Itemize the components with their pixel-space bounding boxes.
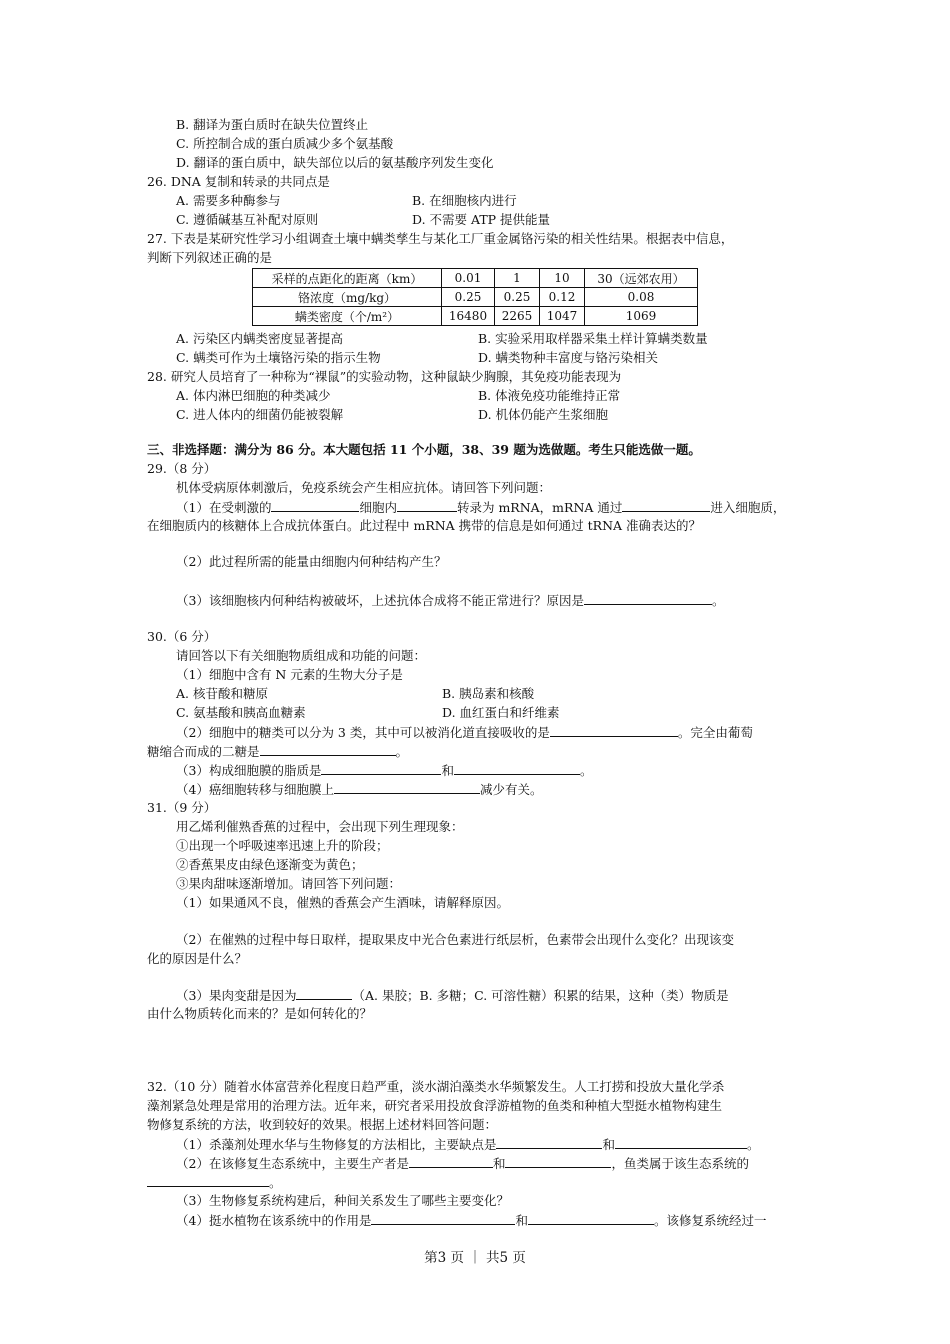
text: 。 — [395, 744, 409, 759]
q31-intro: 用乙烯利催熟香蕉的过程中，会出现下列生理现象： — [176, 819, 464, 834]
q30-option-d: D. 血红蛋白和纤维素 — [442, 705, 560, 720]
text: 。 — [746, 1137, 760, 1152]
text: （A. 果胶；B. 多糖；C. 可溶性糖）积累的结果，这种（类）物质是 — [352, 988, 729, 1003]
q30-option-b: B. 胰岛素和核酸 — [442, 686, 535, 701]
table-cell: 2265 — [495, 307, 540, 326]
q26-option-a: A. 需要多种酶参与 — [176, 193, 281, 208]
text: 转录为 mRNA，mRNA 通过 — [456, 500, 623, 515]
q31-part2: （2）在催熟的过程中每日取样，提取果皮中光合色素进行纸层析，色素带会出现什么变化？出现该变 — [176, 932, 734, 947]
text: 和 — [441, 763, 454, 778]
text: （4）挺水植物在该系统中的作用是 — [176, 1213, 372, 1228]
q30-part3 — [176, 761, 593, 779]
q25-option-b: B. 翻译为蛋白质时在缺失位置终止 — [176, 117, 369, 132]
q32-part4 — [176, 1211, 767, 1229]
q32-line2: 藻剂紧急处理是常用的治理方法。近年来，研究者采用投放食浮游植物的鱼类和种植大型挺水植物构建生 — [147, 1098, 723, 1113]
text: 和 — [492, 1156, 506, 1171]
q26-option-b: B. 在细胞核内进行 — [412, 193, 517, 208]
q29-head: 29.（8 分） — [147, 461, 217, 476]
answer-blank[interactable] — [271, 498, 359, 512]
answer-blank[interactable] — [584, 591, 712, 605]
answer-blank[interactable] — [496, 1135, 602, 1149]
answer-blank[interactable] — [505, 1154, 611, 1168]
q30-part1: （1）细胞中含有 N 元素的生物大分子是 — [176, 667, 403, 682]
q29-intro: 机体受病原体刺激后，免疫系统会产生相应抗体。请回答下列问题： — [176, 480, 552, 495]
q31-head: 31.（9 分） — [147, 800, 217, 815]
q29-part1 — [176, 498, 785, 516]
table-cell: 0.01 — [442, 269, 495, 288]
text: 进入细胞质， — [710, 500, 786, 515]
q27-option-c: C. 螨类可作为土壤铬污染的指示生物 — [176, 350, 381, 365]
text: 和 — [515, 1213, 528, 1228]
q32-part3: （3）生物修复系统构建后，种间关系发生了哪些主要变化？ — [176, 1193, 509, 1208]
table-cell: 0.08 — [585, 288, 698, 307]
table-row — [253, 269, 698, 288]
answer-blank[interactable] — [321, 761, 441, 775]
q27-stem-line1: 27. 下表是某研究性学习小组调查土壤中螨类孳生与某化工厂重金属铬污染的相关性结果。根据表中信息， — [147, 231, 734, 246]
answer-blank[interactable] — [334, 780, 480, 794]
q26-option-d: D. 不需要 ATP 提供能量 — [412, 212, 551, 227]
text: （1）杀藻剂处理水华与生物修复的方法相比，主要缺点是 — [176, 1137, 497, 1152]
text: 。完全由葡萄 — [677, 725, 753, 740]
answer-blank[interactable] — [147, 1173, 269, 1187]
answer-blank[interactable] — [454, 761, 580, 775]
q31-part3 — [176, 986, 729, 1004]
q31-part3-cont: 由什么物质转化而来的？是如何转化的？ — [147, 1006, 373, 1021]
q28-stem: 28. 研究人员培育了一种称为“裸鼠”的实验动物，这种鼠缺少胸腺，其免疫功能表现为 — [147, 369, 622, 384]
table-cell: 0.12 — [540, 288, 585, 307]
text: 和 — [602, 1137, 615, 1152]
text: 。该修复系统经过一 — [653, 1213, 767, 1228]
text: 细胞内 — [359, 500, 397, 515]
table-cell: 16480 — [442, 307, 495, 326]
q25-option-c: C. 所控制合成的蛋白质减少多个氨基酸 — [176, 136, 394, 151]
answer-blank[interactable] — [397, 498, 457, 512]
q31-symptom-3: ③果肉甜味逐渐增加。请回答下列问题： — [176, 876, 402, 891]
answer-blank[interactable] — [550, 723, 678, 737]
answer-blank[interactable] — [622, 498, 710, 512]
q26-stem: 26. DNA 复制和转录的共同点是 — [147, 174, 330, 189]
q25-option-d: D. 翻译的蛋白质中，缺失部位以后的氨基酸序列发生变化 — [176, 155, 494, 170]
table-row — [253, 307, 698, 326]
q31-symptom-2: ②香蕉果皮由绿色逐渐变为黄色； — [176, 857, 364, 872]
text: （2）细胞中的糖类可以分为 3 类，其中可以被消化道直接吸收的是 — [176, 725, 550, 740]
page-footer: 第3 页 ｜ 共5 页 — [424, 1250, 526, 1266]
answer-blank[interactable] — [371, 1211, 515, 1225]
text: 。 — [579, 763, 593, 778]
q27-option-d: D. 螨类物种丰富度与铬污染相关 — [478, 350, 659, 365]
q29-part3 — [176, 591, 724, 609]
table-cell: 1069 — [585, 307, 698, 326]
q28-option-b: B. 体液免疫功能维持正常 — [478, 388, 621, 403]
table-cell: 10 — [540, 269, 585, 288]
answer-blank[interactable] — [615, 1135, 747, 1149]
q32-line1: 32.（10 分）随着水体富营养化程度日趋严重，淡水湖泊藻类水华频繁发生。人工打捞和投放大量化学杀 — [147, 1079, 725, 1094]
q31-part1: （1）如果通风不良，催熟的香蕉会产生酒味，请解释原因。 — [176, 895, 509, 910]
q27-stem-line2: 判断下列叙述正确的是 — [147, 250, 273, 265]
q30-part2 — [176, 723, 753, 741]
q30-option-c: C. 氨基酸和胰高血糖素 — [176, 705, 306, 720]
q30-head: 30.（6 分） — [147, 629, 217, 644]
text: （2）在该修复生态系统中，主要生产者是 — [176, 1156, 409, 1171]
answer-blank[interactable] — [528, 1211, 654, 1225]
q30-part2-cont — [147, 742, 408, 760]
q32-line3: 物修复系统的方法，收到较好的效果。根据上述材料回答问题： — [147, 1117, 498, 1132]
table-cell: 螨类密度（个/m²） — [253, 307, 442, 326]
table-cell: 0.25 — [442, 288, 495, 307]
table-cell: 采样的点距化的距离（km） — [253, 269, 442, 288]
table-cell: 铬浓度（mg/kg） — [253, 288, 442, 307]
q28-option-c: C. 进人体内的细菌仍能被裂解 — [176, 407, 344, 422]
q32-part2 — [176, 1154, 749, 1172]
text: （3）构成细胞膜的脂质是 — [176, 763, 322, 778]
text: （3）该细胞核内何种结构被破坏，上述抗体合成将不能正常进行？原因是 — [176, 593, 584, 608]
text: 。 — [711, 593, 725, 608]
q30-intro: 请回答以下有关细胞物质组成和功能的问题： — [176, 648, 427, 663]
table-cell: 1047 — [540, 307, 585, 326]
q32-part1 — [176, 1135, 760, 1153]
answer-blank[interactable] — [260, 742, 396, 756]
q27-option-b: B. 实验采用取样器采集土样计算螨类数量 — [478, 331, 708, 346]
table-cell: 30（远郊农用） — [585, 269, 698, 288]
q26-option-c: C. 遵循碱基互补配对原则 — [176, 212, 319, 227]
q31-part2-cont: 化的原因是什么？ — [147, 951, 248, 966]
q29-part1-cont: 在细胞质内的核糖体上合成抗体蛋白。此过程中 mRNA 携带的信息是如何通过 tRNA 准确表达的？ — [147, 518, 702, 533]
text: 糖缩合而成的二糖是 — [147, 744, 260, 759]
text: 。 — [269, 1175, 282, 1190]
q30-part4 — [176, 780, 542, 798]
text: ，鱼类属于该生态系统的 — [611, 1156, 749, 1171]
q29-part2: （2）此过程所需的能量由细胞内何种结构产生？ — [176, 554, 447, 569]
q28-option-d: D. 机体仍能产生浆细胞 — [478, 407, 609, 422]
chromium-mite-table — [252, 268, 698, 326]
answer-blank[interactable] — [409, 1154, 493, 1168]
q28-option-a: A. 体内淋巴细胞的种类减少 — [176, 388, 331, 403]
table-cell: 0.25 — [495, 288, 540, 307]
answer-blank[interactable] — [296, 986, 352, 1000]
table-row — [253, 288, 698, 307]
text: （4）癌细胞转移与细胞膜上 — [176, 782, 334, 797]
q27-option-a: A. 污染区内螨类密度显著提高 — [176, 331, 343, 346]
text: （1）在受刺激的 — [176, 500, 272, 515]
section-3-heading: 三、非选择题：满分为 86 分。本大题包括 11 个小题，38、39 题为选做题。考生只能选做一题。 — [147, 442, 701, 457]
text: 减少有关。 — [479, 782, 543, 797]
q30-option-a: A. 核苷酸和糖原 — [176, 686, 268, 701]
table-cell: 1 — [495, 269, 540, 288]
q32-part2-cont — [147, 1173, 282, 1191]
text: （3）果肉变甜是因为 — [176, 988, 297, 1003]
q31-symptom-1: ①出现一个呼吸速率迅速上升的阶段； — [176, 838, 389, 853]
